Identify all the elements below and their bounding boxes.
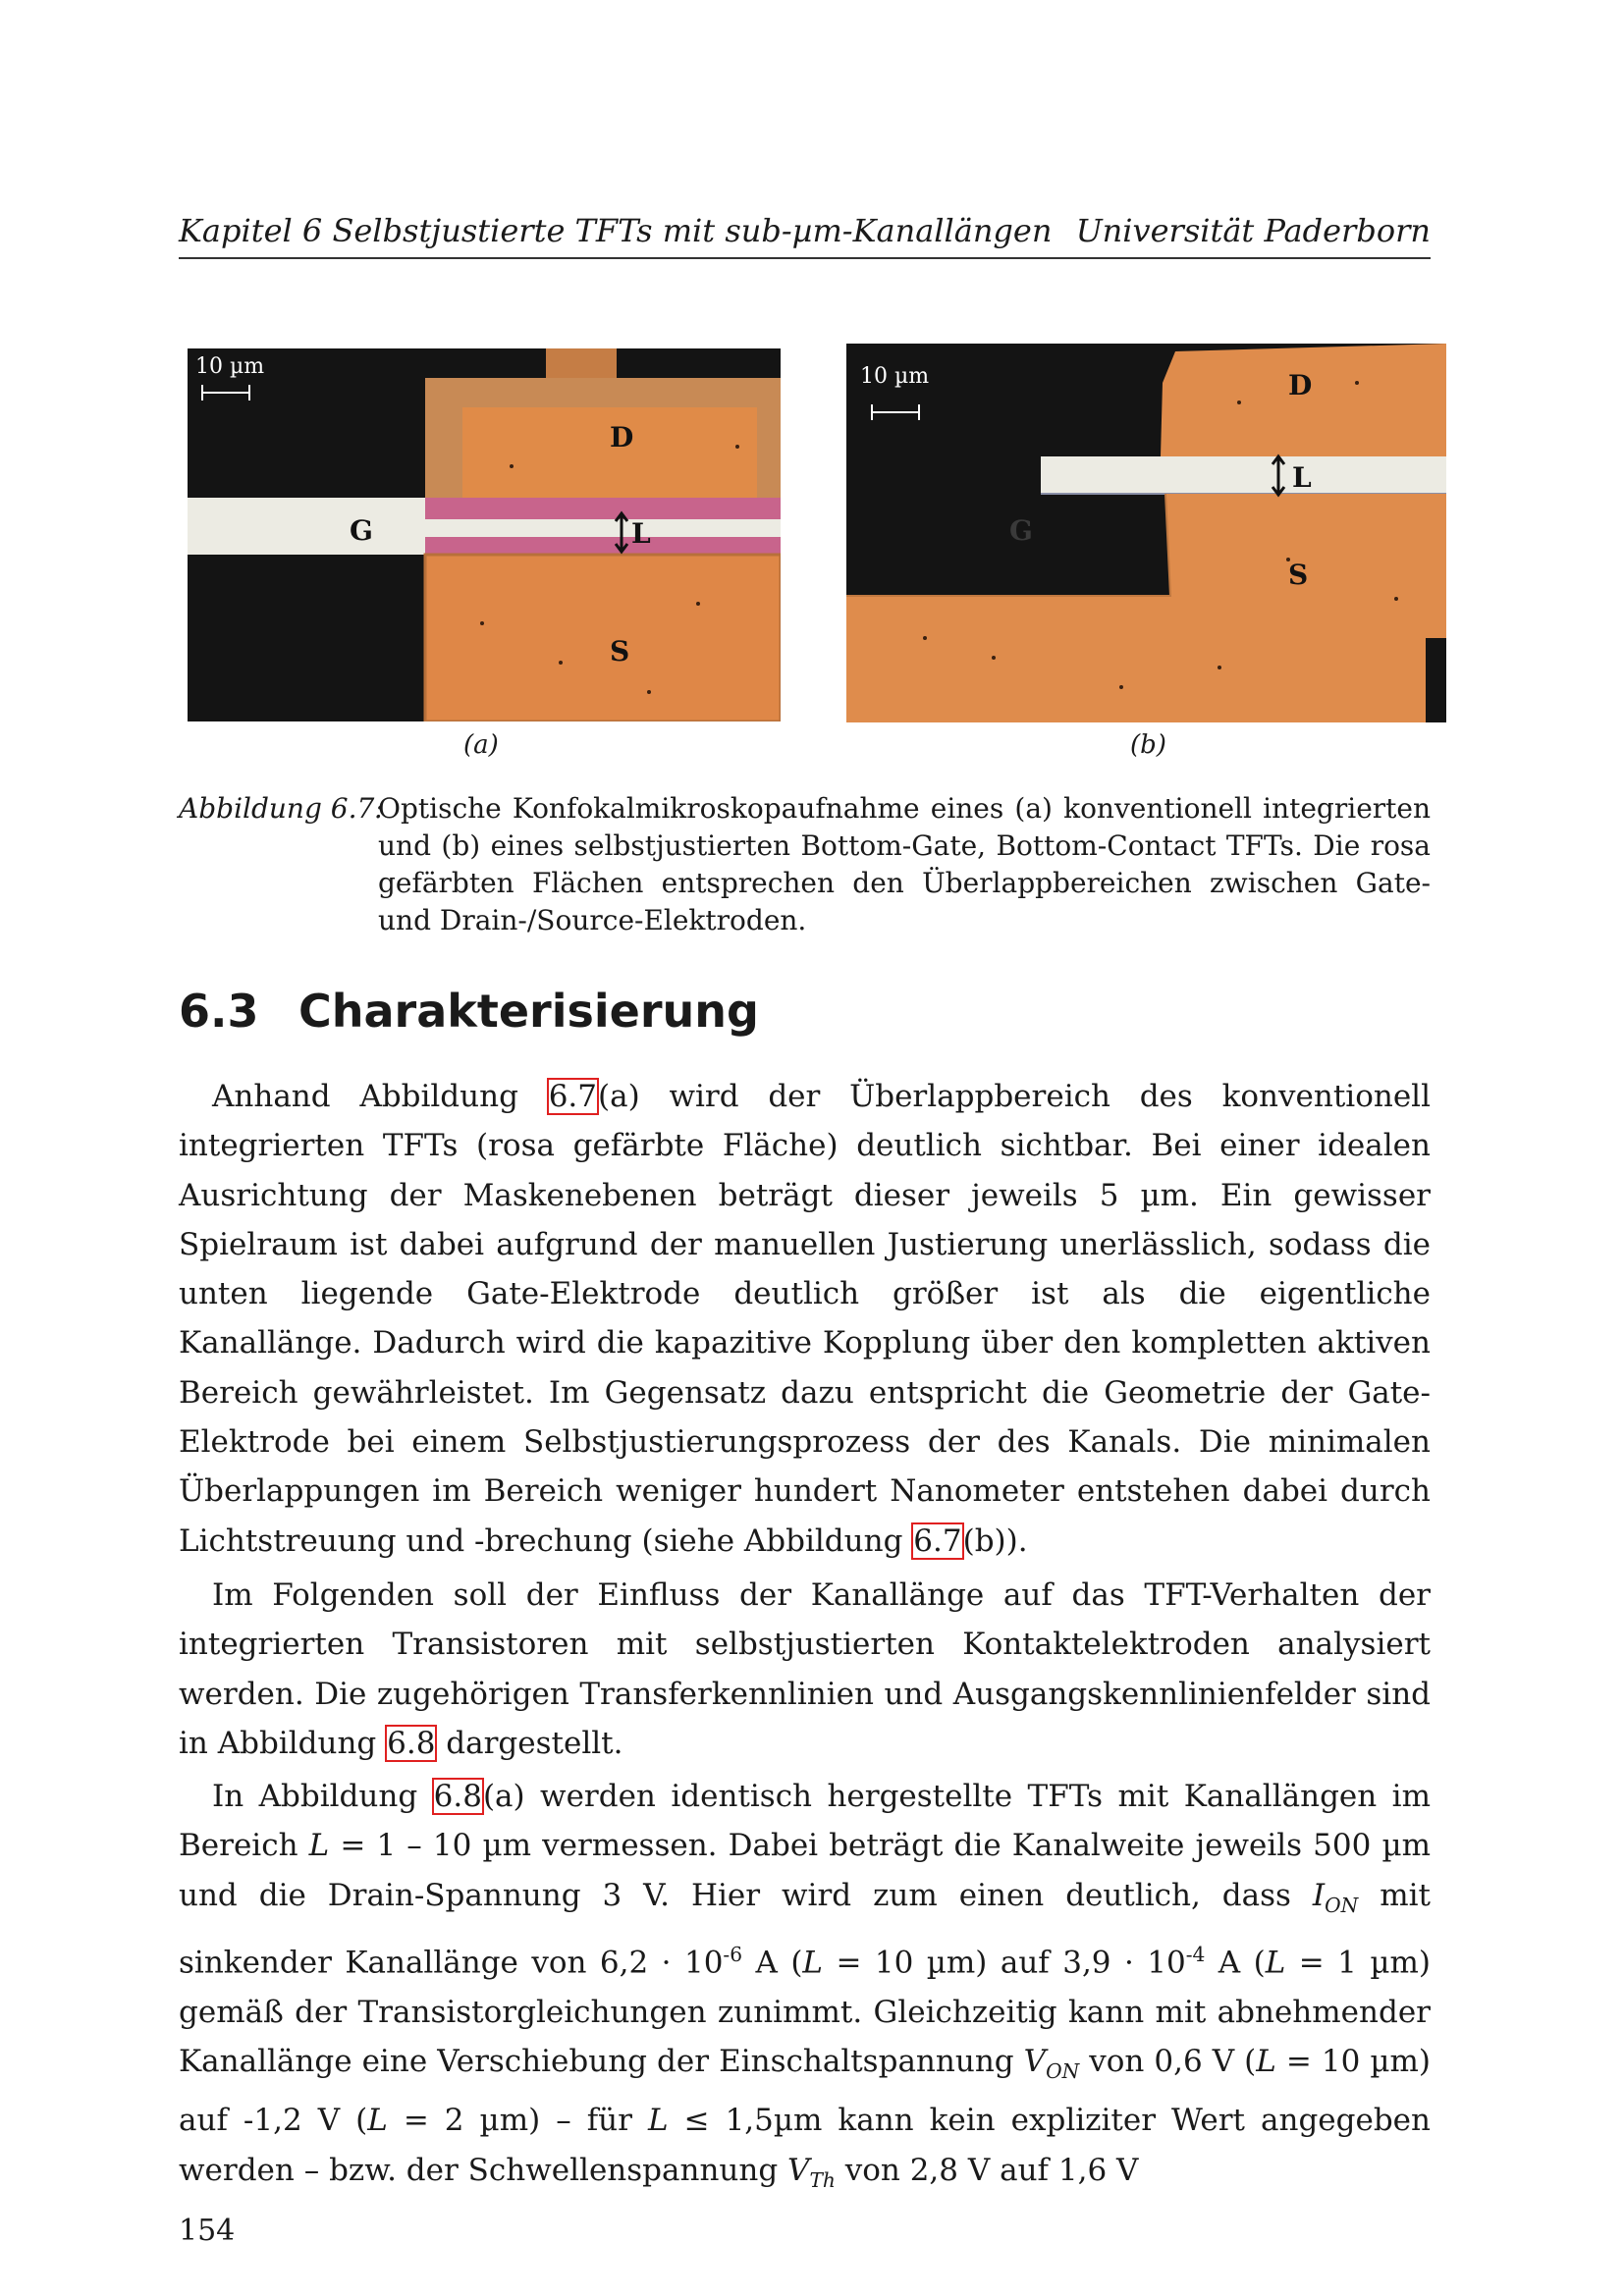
gate-channel-strip bbox=[1041, 456, 1446, 494]
label-drain: D bbox=[1288, 369, 1313, 401]
label-gate: G bbox=[1009, 514, 1033, 547]
section-heading bbox=[179, 985, 759, 1038]
figure-ref-link[interactable]: 6.8 bbox=[433, 1779, 482, 1814]
scale-label: 10 µm bbox=[195, 354, 265, 379]
section-number: 6.3 bbox=[179, 985, 259, 1038]
label-drain: D bbox=[610, 421, 634, 454]
channel bbox=[425, 519, 781, 537]
source-pad bbox=[425, 555, 781, 721]
page-number: 154 bbox=[179, 2214, 236, 2248]
label-source: S bbox=[610, 635, 630, 667]
caption-label: Abbildung 6.7: bbox=[179, 792, 384, 825]
subfigure-label-a: (a) bbox=[463, 730, 499, 760]
micrograph-b-image bbox=[846, 344, 1446, 722]
chapter-title: Kapitel 6 Selbstjustierte TFTs mit sub-µm-Kanallängen bbox=[179, 212, 1053, 249]
figure-ref-link[interactable]: 6.7 bbox=[548, 1079, 597, 1114]
section-title: Charakterisierung bbox=[298, 985, 759, 1038]
micrograph-b bbox=[846, 344, 1446, 722]
university-name: Universität Paderborn bbox=[1075, 212, 1431, 249]
label-gate: G bbox=[350, 514, 373, 547]
micrograph-a-image bbox=[188, 348, 781, 721]
drain-overlap bbox=[425, 498, 781, 519]
label-length: L bbox=[1292, 461, 1312, 494]
scale-label: 10 µm bbox=[860, 364, 930, 389]
paragraph-2: Im Folgenden soll der Einfluss der Kanallänge auf das TFT-Verhalten der integrierten Transistoren mit selbstjustierten Kontaktelektroden analysiert werden. Die zugehörigen Transferkennlinien und Ausgangskennlinienfelder sind in Abbildung 6.8 dargestellt. bbox=[179, 1577, 1431, 1761]
paragraph-1: Anhand Abbildung 6.7(a) wird der Überlappbereich des konventionell integrierten TFTs (rosa gefärbte Fläche) deutlich sichtbar. Bei einer idealen Ausrichtung der Maskenebenen beträgt dieser jeweils 5 µm. Ein gewisser Spielraum ist dabei aufgrund der manuellen Justierung unerlässlich, sodass die unten liegende Gate-Elektrode deutlich größer ist als die eigentliche Kanallänge. Dadurch wird die kapazitive Kopplung über den kompletten aktiven Bereich gewährleistet. Im Gegensatz dazu entspricht die Geometrie der Gate-Elektrode bei einem Selbstjustierungsprozess der des Kanals. Die minimalen Überlappungen im Bereich weniger hundert Nanometer entstehen dabei durch Lichtstreuung und -brechung (siehe Abbildung 6.7(b)). bbox=[179, 1079, 1431, 1559]
label-source: S bbox=[1288, 559, 1309, 591]
figure-ref-link[interactable]: 6.7 bbox=[913, 1522, 962, 1559]
label-length: L bbox=[631, 517, 651, 550]
figure-caption bbox=[179, 790, 1431, 939]
running-header bbox=[179, 208, 1431, 259]
subfigure-label-b: (b) bbox=[1130, 730, 1166, 760]
paragraph-3: In Abbildung 6.8(a) werden identisch hergestellte TFTs mit Kanallängen im Bereich L = 1 – 10 µm vermessen. Dabei beträgt die Kanalweite jeweils 500 µm und die Drain-Spannung 3 V. Hier wird zum einen deutlich, dass $I_{ON}$ mit sinkender Kanallänge von $6,2 \cdot 10^{-6}$ A (L = 10 µm) auf $3,9 \cdot 10^{-4}$ A (L = 1 µm) gemäß der Transistorgleichungen zunimmt. Gleichzeitig kann mit abnehmender Kanallänge eine Verschiebung der Einschaltspannung $V_{ON}$ von 0,6 V (L = 10 µm) auf -1,2 V (L = 2 µm) – für L ≤ 1,5µm kann kein expliziter Wert angegeben werden – bzw. der Schwellenspannung $V_{Th}$ von 2,8 V auf 1,6 V bbox=[179, 1779, 1432, 2192]
source-overlap bbox=[425, 537, 781, 555]
figure-ref-link[interactable]: 6.8 bbox=[387, 1725, 436, 1761]
caption-text: Optische Konfokalmikroskopaufnahme eines (a) konventionell integrierten und (b) eines selbstjustierten Bottom-Gate, Bottom-Contact TFTs. Die rosa gefärbten Flächen entsprechen den Überlappbereichen zwischen Gate- und Drain-/Source-Elektroden. bbox=[378, 792, 1431, 936]
micrograph-a bbox=[188, 348, 781, 721]
